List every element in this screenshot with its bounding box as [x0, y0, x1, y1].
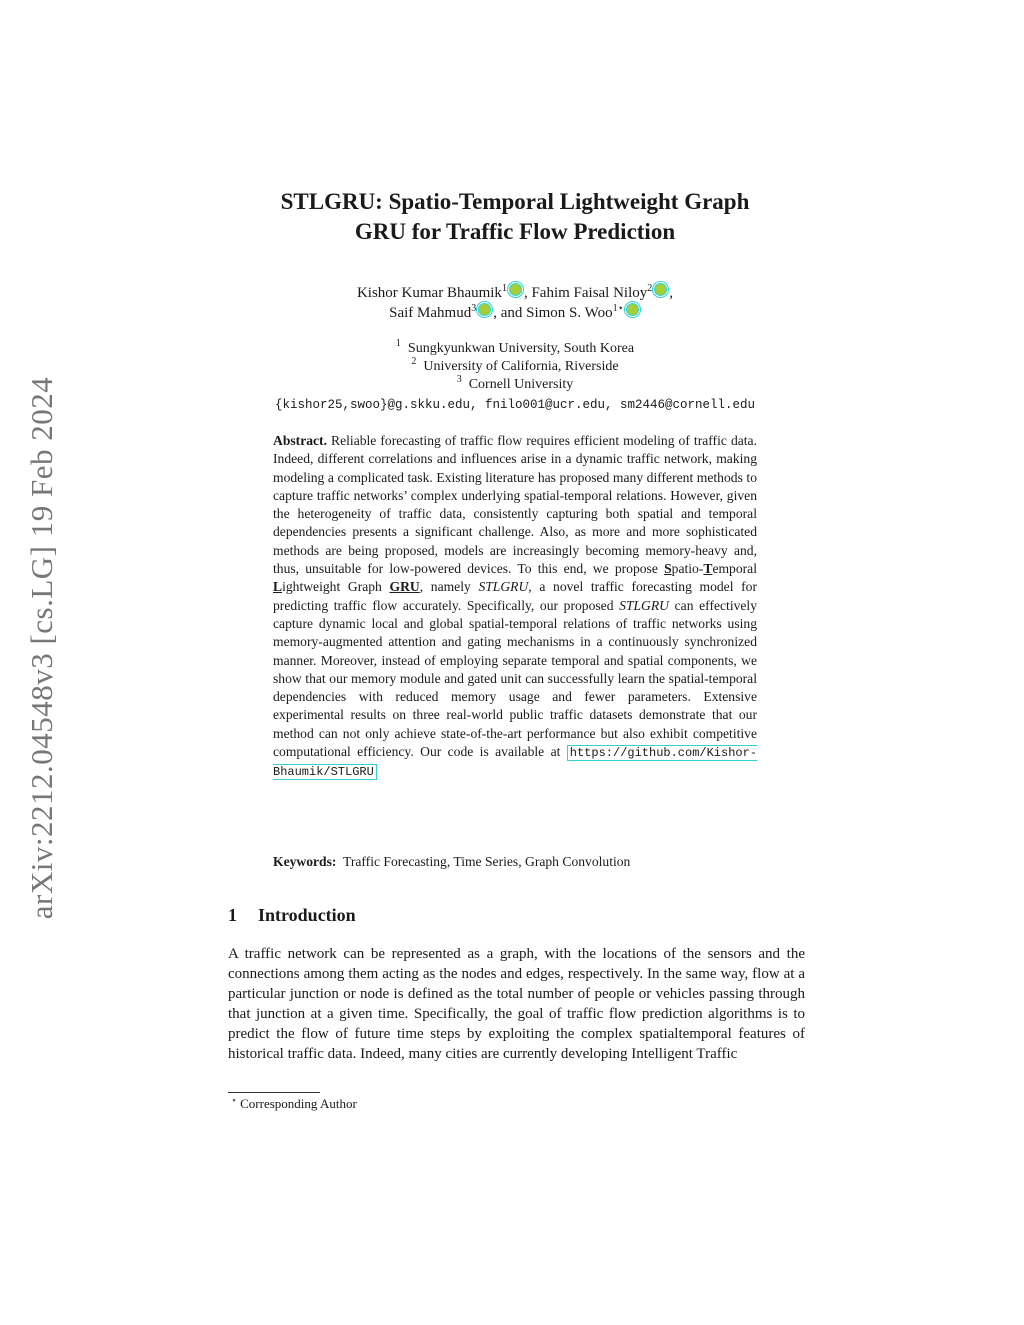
footnote-rule	[228, 1092, 320, 1093]
affiliation-line: $^3$ Cornell University	[456, 374, 574, 392]
footnote-mark: ⋆	[231, 1095, 237, 1105]
arxiv-identifier: arXiv:2212.04548v3 [cs.LG] 19 Feb 2024	[24, 376, 59, 920]
author-name: Simon S. Woo	[526, 305, 613, 321]
title-line-2: GRU for Traffic Flow Prediction	[354, 219, 676, 244]
footnote-text: Corresponding Author	[240, 1096, 357, 1111]
section-heading	[228, 903, 356, 927]
author-mark: 3	[471, 303, 477, 314]
abstract: Abstract. Reliable forecasting of traffic flow requires efficient modeling of traffic data. Indeed, different correlations and influences arise in a dynamic traffic network, making modeling a complicated task. Existing literature has proposed many different methods to capture traffic networks’ complex underlying spatial-temporal relations. However, given the heterogeneity of traffic data, consistently capturing both spatial and temporal dependencies presents a significant challenge. Also, as more and more sophisticated methods are being proposed, models are increasingly becoming memory-heavy and, thus, unsuitable for low-powered devices. To this end, we propose Spatio-Temporal Lightweight Graph GRU, namely STLGRU, a novel traffic forecasting model for predicting traffic flow accurately. Specifically, our proposed STLGRU can effectively capture dynamic local and global spatial-temporal relations of traffic networks using memory-augmented attention and gating mechanisms in a continuously synchronized manner. Moreover, instead of employing separate temporal and spatial components, we show that our memory module and gated unit can successfully learn the spatial-temporal dependencies with reduced memory usage and fewer parameters. Extensive experimental results on three real-world public traffic datasets demonstrate that our method can not only achieve state-of-the-art performance but also exhibit competitive computational efficiency. Our code is available at https://github.com/Kishor-Bhaumik/STLGRU	[273, 433, 758, 780]
author-joiner: , and	[493, 305, 523, 321]
affiliation-line: $^2$ University of California, Riverside	[411, 356, 619, 374]
footnote	[228, 1096, 357, 1112]
author-name: Kishor Kumar Bhaumik	[356, 285, 502, 301]
keywords-text: Traffic Forecasting, Time Series, Graph Convolution	[343, 854, 631, 869]
model-name: STLGRU	[478, 579, 529, 595]
orcid-icon[interactable]	[626, 303, 639, 316]
code-link[interactable]: https://github.com/Kishor-Bhaumik/STLGRU	[273, 746, 758, 780]
author-mark: 1⋆	[612, 303, 624, 314]
affiliation-line: $^1$ Sungkyunkwan University, South Korea	[395, 338, 635, 356]
intro-paragraph: A traffic network can be represented as a graph, with the locations of the sensors and the connections among them acting as the nodes and edges, respectively. In the same way, flow at a particular junction or node is defined as the total number of people or vehicles passing through that junction at a given time. Specifically, the goal of traffic flow prediction algorithms is to predict the flow of future time steps by exploiting the complex spatialtemporal features of historical traffic data. Indeed, many cities are currently developing Intelligent Traffic	[228, 946, 805, 1062]
abstract-text: Reliable forecasting of traffic flow requires efficient modeling of traffic data. Indeed, different correlations and influences arise in a dynamic traffic network, making modeling a complicated task. Existing literature has proposed many different methods to capture traffic networks’ complex underlying spatial-temporal relations. However, given the heterogeneity of traffic data, consistently capturing both spatial and temporal dependencies presents a significant challenge. Also, as more and more sophisticated methods are being proposed, models are increasingly becoming memory-heavy and, thus, unsuitable for low-powered devices. To this end, we propose	[273, 433, 757, 577]
orcid-icon[interactable]	[478, 303, 491, 316]
author-name: Fahim Faisal Niloy	[531, 285, 648, 301]
keywords	[273, 853, 773, 871]
author-list: Kishor Kumar Bhaumik$^1$ , Fahim Faisal Niloy$^2$ , Saif Mahmud$^3$ , and Simon S. Woo$^{1⋆}$	[356, 283, 674, 321]
paper-title	[230, 187, 800, 247]
orcid-icon[interactable]	[654, 283, 667, 296]
author-name: Saif Mahmud	[389, 305, 472, 321]
author-mark: 2	[647, 283, 653, 294]
title-line-1: STLGRU: Spatio-Temporal Lightweight Graph	[280, 189, 750, 214]
author-mark: 1	[501, 283, 507, 294]
orcid-icon[interactable]	[509, 283, 522, 296]
keywords-label: Keywords:	[273, 854, 337, 869]
section-number: 1	[228, 905, 237, 925]
section-title: Introduction	[258, 905, 356, 925]
affiliations	[230, 340, 800, 394]
abstract-label: Abstract.	[273, 433, 327, 448]
author-emails: {kishor25,swoo}@g.skku.edu, fnilo001@ucr.edu, sm2446@cornell.edu	[274, 398, 756, 412]
model-name: STLGRU	[619, 597, 669, 613]
